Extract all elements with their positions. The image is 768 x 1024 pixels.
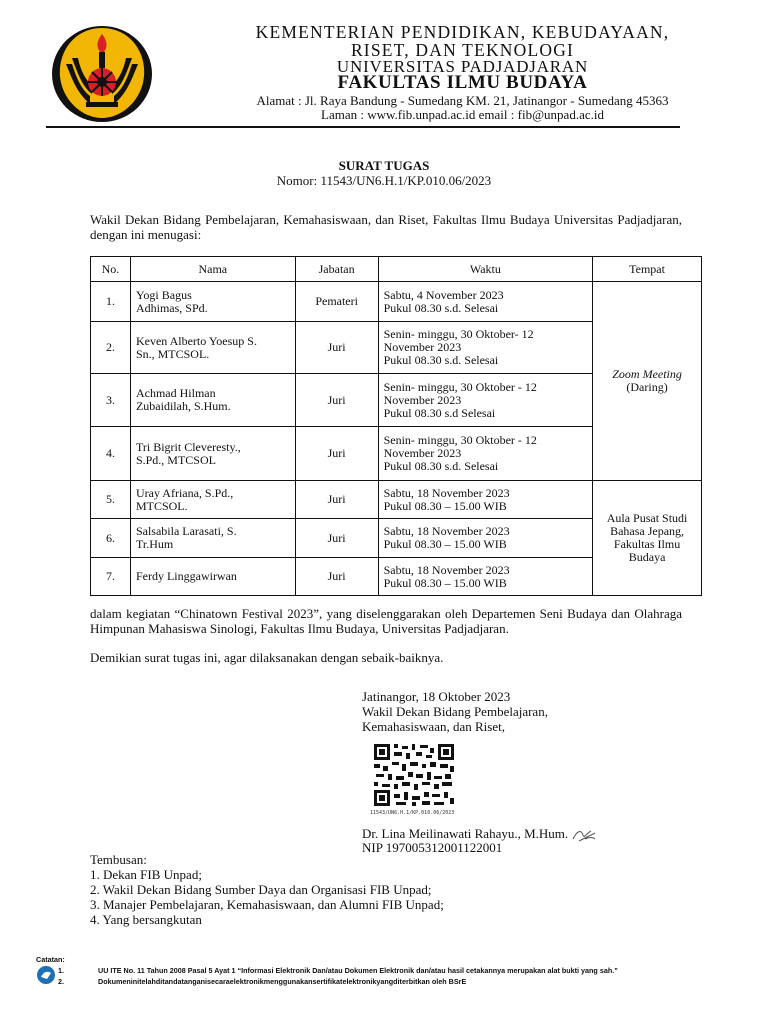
- row-jabatan: Juri: [295, 481, 378, 519]
- signatory-nip: NIP 197005312001122001: [362, 840, 503, 855]
- letter-title: SURAT TUGAS: [338, 158, 430, 173]
- row-no: 2.: [91, 322, 131, 374]
- header-waktu: Waktu: [378, 257, 593, 282]
- row-nama: Keven Alberto Yoesup S. Sn., MTCSOL.: [130, 322, 295, 374]
- row-jabatan: Juri: [295, 374, 378, 427]
- row-no: 7.: [91, 558, 131, 596]
- header-jabatan: Jabatan: [295, 257, 378, 282]
- row-nama: Tri Bigrit Cleveresty., S.Pd., MTCSOL: [130, 427, 295, 481]
- letterhead-university: UNIVERSITAS PADJADJARAN: [336, 57, 589, 76]
- catatan-label: Catatan:: [36, 955, 65, 964]
- header-nama: Nama: [130, 257, 295, 282]
- row-no: 1.: [91, 282, 131, 322]
- row-waktu: Senin- minggu, 30 Oktober - 12 November 2023 Pukul 08.30 s.d Selesai: [378, 374, 593, 427]
- list-item: 2. Dokumeninitelahditandatanganisecaraelektronikmenggunakansertifikatelektronikyangditerbitkan oleh BSrE: [58, 977, 467, 986]
- letterhead-ministry: KEMENTERIAN PENDIDIKAN, KEBUDAYAAN,: [255, 22, 670, 42]
- letterhead-divider: [46, 126, 680, 128]
- row-no: 3.: [91, 374, 131, 427]
- catatan-section: [36, 954, 618, 987]
- row-jabatan: Juri: [295, 519, 378, 558]
- signature-place-date: Jatinangor, 18 Oktober 2023: [362, 689, 511, 704]
- row-nama: Achmad Hilman Zubaidilah, S.Hum.: [130, 374, 295, 427]
- letter-number: Nomor: 11543/UN6.H.1/KP.010.06/2023: [276, 173, 492, 188]
- row-jabatan: Juri: [295, 322, 378, 374]
- letterhead-address: Alamat : Jl. Raya Bandung - Sumedang KM. 21, Jatinangor - Sumedang 45363: [256, 93, 669, 108]
- tempat-daring: Zoom Meeting (Daring): [593, 282, 702, 481]
- handwritten-signature-icon: [571, 827, 597, 843]
- row-nama: Salsabila Larasati, S. Tr.Hum: [130, 519, 295, 558]
- list-item: 1. Dekan FIB Unpad;: [90, 867, 202, 882]
- row-waktu: Senin- minggu, 30 Oktober- 12 November 2023 Pukul 08.30 s.d. Selesai: [378, 322, 593, 374]
- signature-role-2: Kemahasiswaan, dan Riset,: [362, 719, 505, 734]
- row-waktu: Sabtu, 4 November 2023 Pukul 08.30 s.d. Selesai: [378, 282, 593, 322]
- row-no: 5.: [91, 481, 131, 519]
- header-no: No.: [91, 257, 131, 282]
- row-waktu: Senin- minggu, 30 Oktober - 12 November 2023 Pukul 08.30 s.d. Selesai: [378, 427, 593, 481]
- header-tempat: Tempat: [593, 257, 702, 282]
- tempat-aula: Aula Pusat Studi Bahasa Jepang, Fakultas Ilmu Budaya: [593, 481, 702, 596]
- assignment-table: [90, 256, 702, 596]
- row-jabatan: Pemateri: [295, 282, 378, 322]
- qr-code-icon: [372, 742, 456, 808]
- list-item: 3. Manajer Pembelajaran, Kemahasiswaan, dan Alumni FIB Unpad;: [90, 897, 444, 912]
- row-waktu: Sabtu, 18 November 2023 Pukul 08.30 – 15.00 WIB: [378, 519, 593, 558]
- row-jabatan: Juri: [295, 427, 378, 481]
- signature-role-1: Wakil Dekan Bidang Pembelajaran,: [362, 704, 548, 719]
- row-nama: Ferdy Linggawirwan: [130, 558, 295, 596]
- row-nama: Uray Afriana, S.Pd., MTCSOL.: [130, 481, 295, 519]
- list-item: 1. UU ITE No. 11 Tahun 2008 Pasal 5 Ayat 1 “Informasi Elektronik Dan/atau Dokumen Elektronik dan/atau hasil cetakannya merupakan alat bukti yang sah.”: [58, 966, 618, 975]
- row-waktu: Sabtu, 18 November 2023 Pukul 08.30 – 15.00 WIB: [378, 558, 593, 596]
- bsre-logo-icon: [36, 965, 56, 985]
- table-row: [91, 481, 702, 519]
- letterhead-faculty: FAKULTAS ILMU BUDAYA: [337, 72, 588, 93]
- unpad-logo-icon: [46, 18, 158, 126]
- qr-caption: 11543/UN6.H.1/KP.010.06/2023: [370, 810, 455, 816]
- row-no: 4.: [91, 427, 131, 481]
- table-header-row: [91, 257, 702, 282]
- list-item: 4. Yang bersangkutan: [90, 912, 202, 927]
- kegiatan-paragraph: dalam kegiatan “Chinatown Festival 2023”, yang diselenggarakan oleh Departemen Seni Budaya dan Olahraga Himpunan Mahasiswa Sinologi, Fakultas Ilmu Budaya, Universitas Padjadjaran.: [90, 606, 682, 636]
- intro-paragraph: Wakil Dekan Bidang Pembelajaran, Kemahasiswaan, dan Riset, Fakultas Ilmu Budaya Universitas Padjadjaran, dengan ini menugasi:: [90, 212, 682, 242]
- closing-paragraph: Demikian surat tugas ini, agar dilaksanakan dengan sebaik-baiknya.: [90, 650, 444, 665]
- list-item: 2. Wakil Dekan Bidang Sumber Daya dan Organisasi FIB Unpad;: [90, 882, 432, 897]
- letterhead-ministry-2: RISET, DAN TEKNOLOGI: [350, 40, 575, 60]
- letterhead-contact: Laman : www.fib.unpad.ac.id email : fib@unpad.ac.id: [321, 107, 604, 122]
- row-jabatan: Juri: [295, 558, 378, 596]
- tembusan-label: Tembusan:: [90, 852, 147, 867]
- tembusan-section: [90, 852, 444, 927]
- row-no: 6.: [91, 519, 131, 558]
- table-row: [91, 282, 702, 322]
- signatory-name: Dr. Lina Meilinawati Rahayu., M.Hum.: [362, 826, 597, 843]
- row-nama: Yogi Bagus Adhimas, SPd.: [130, 282, 295, 322]
- row-waktu: Sabtu, 18 November 2023 Pukul 08.30 – 15.00 WIB: [378, 481, 593, 519]
